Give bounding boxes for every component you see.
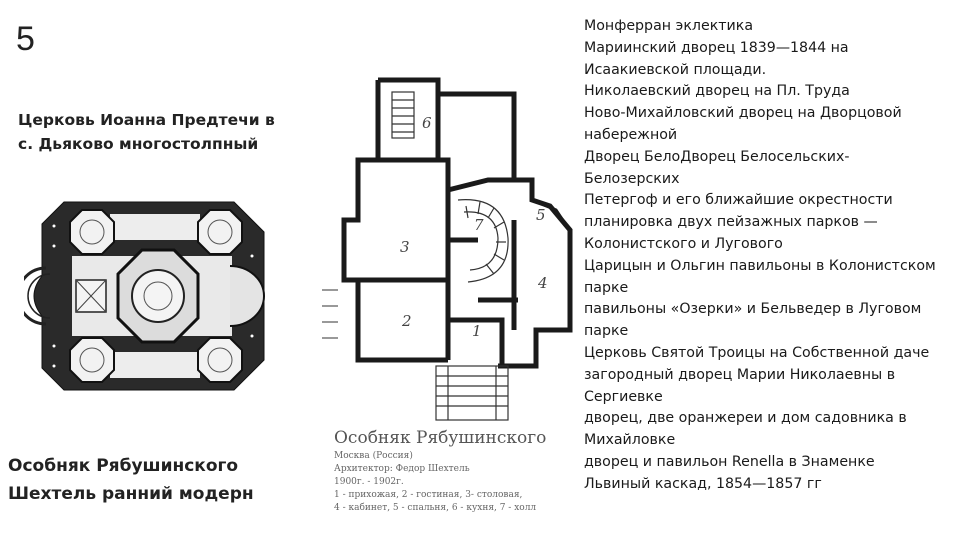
mansion-title-line1: Особняк Рябушинского bbox=[8, 456, 239, 476]
church-title-line2: с. Дьяково многостолпный bbox=[18, 135, 259, 153]
list-line: Исаакиевской площади. bbox=[584, 61, 767, 78]
list-line: планировка двух пейзажных парков — bbox=[584, 214, 878, 231]
slide-number: 5 bbox=[16, 20, 35, 58]
church-title-line1: Церковь Иоанна Предтечи в bbox=[18, 111, 275, 129]
list-line: Сергиевке bbox=[584, 388, 663, 405]
church-title bbox=[18, 108, 298, 156]
plan-caption bbox=[334, 428, 564, 515]
list-line: Николаевский дворец на Пл. Труда bbox=[584, 83, 850, 100]
list-line: Дворец БелоДворец Белосельских- bbox=[584, 148, 850, 165]
room-label-6: 6 bbox=[422, 114, 432, 132]
list-line: Монферран эклектика bbox=[584, 18, 754, 34]
mansion-title-line2: Шехтель ранний модерн bbox=[8, 484, 254, 504]
montferrand-works-list bbox=[584, 16, 954, 496]
list-line: павильоны «Озерки» и Бельведер в Луговом bbox=[584, 301, 922, 318]
list-line: Царицын и Ольгин павильоны в Колонистском bbox=[584, 257, 936, 274]
room-label-1: 1 bbox=[472, 322, 482, 340]
list-line: Колонистского и Лугового bbox=[584, 235, 783, 252]
list-line: Церковь Святой Троицы на Собственной даче bbox=[584, 344, 930, 361]
list-line: парке bbox=[584, 279, 629, 296]
room-label-3: 3 bbox=[400, 238, 410, 256]
list-line: набережной bbox=[584, 126, 678, 143]
list-line: Ново-Михайловский дворец на Дворцовой bbox=[584, 105, 902, 122]
caption-title: Особняк Рябушинского bbox=[334, 428, 547, 448]
list-line: Львиный каскад, 1854—1857 гг bbox=[584, 475, 822, 492]
church-floor-plan bbox=[24, 196, 270, 396]
caption-line: 4 - кабинет, 5 - спальня, 6 - кухня, 7 - холл bbox=[334, 503, 537, 513]
list-line: дворец и павильон Renella в Знаменке bbox=[584, 453, 875, 470]
list-line: Михайловке bbox=[584, 432, 676, 449]
list-line: загородный дворец Марии Николаевны в bbox=[584, 366, 896, 383]
caption-line: Москва (Россия) bbox=[334, 451, 413, 461]
room-label-4: 4 bbox=[538, 274, 548, 292]
list-line: Белозерских bbox=[584, 170, 680, 187]
list-line: парке bbox=[584, 323, 629, 340]
caption-line: 1 - прихожая, 2 - гостиная, 3- столовая, bbox=[334, 490, 523, 500]
list-line: Мариинский дворец 1839—1844 на bbox=[584, 39, 849, 56]
room-label-7: 7 bbox=[474, 216, 484, 234]
caption-line: 1900г. - 1902г. bbox=[334, 477, 404, 487]
caption-line: Архитектор: Федор Шехтель bbox=[334, 464, 470, 474]
mansion-floor-plan bbox=[318, 70, 580, 432]
room-label-2: 2 bbox=[402, 312, 412, 330]
list-line: Петергоф и его ближайшие окрестности bbox=[584, 192, 893, 209]
room-label-5: 5 bbox=[536, 206, 546, 224]
list-line: дворец, две оранжереи и дом садовника в bbox=[584, 410, 907, 427]
mansion-title bbox=[8, 452, 298, 508]
